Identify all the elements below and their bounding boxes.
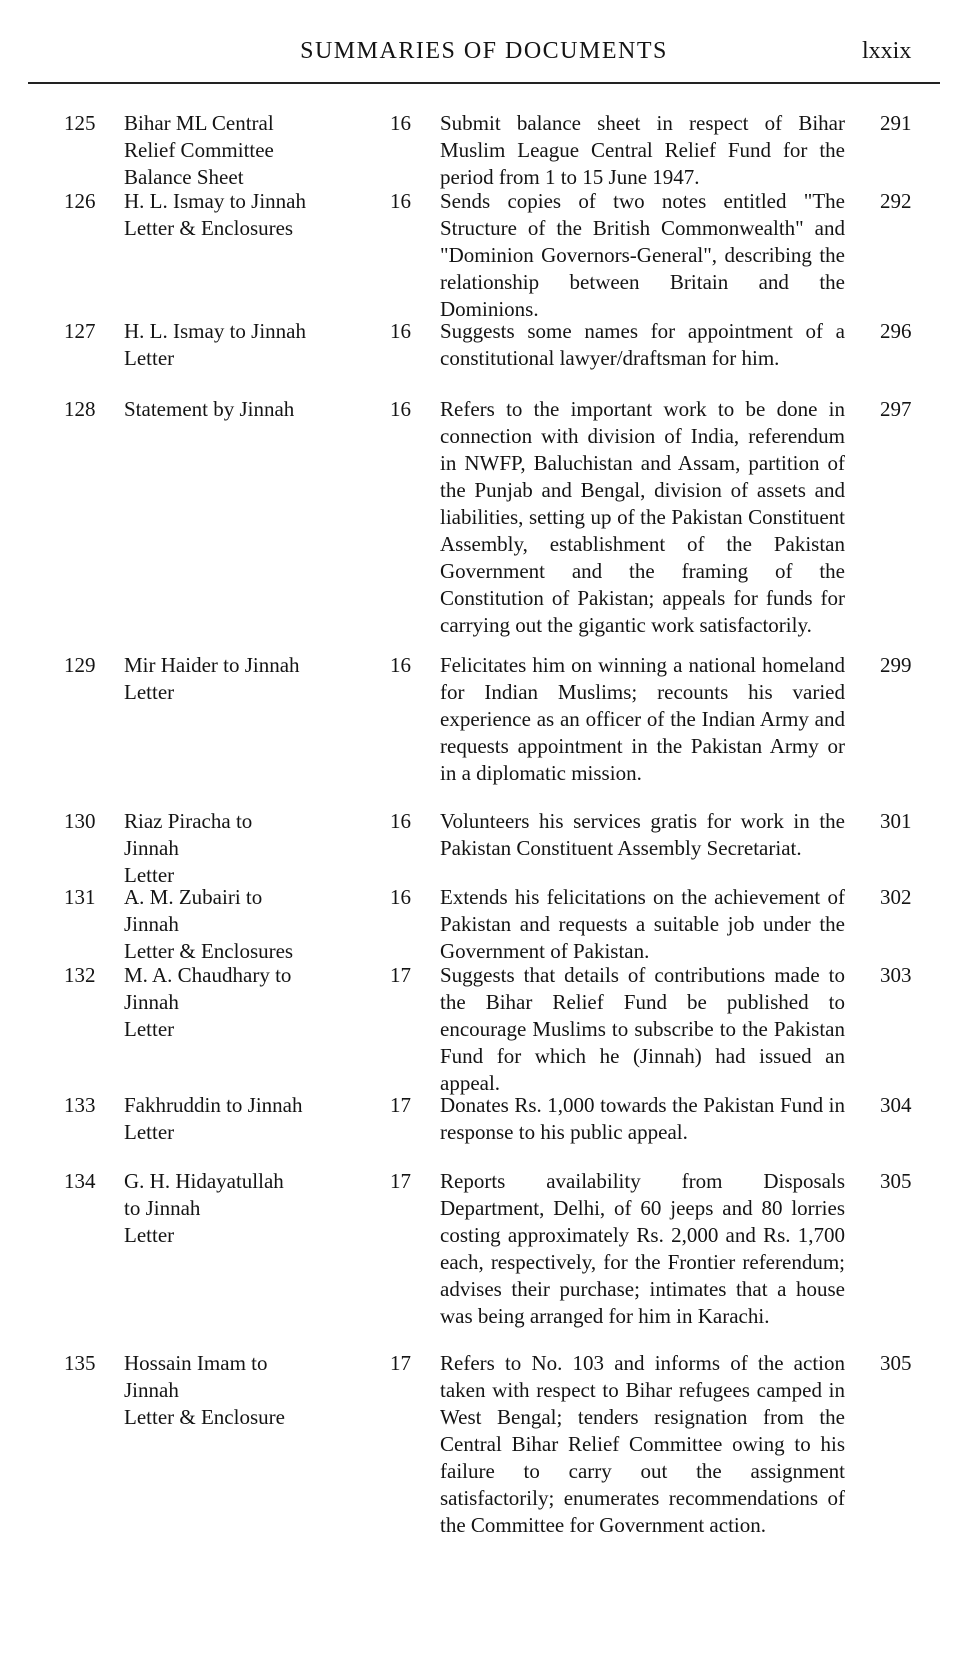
entry-summary: Refers to the important work to be done in connection with division of India, referendum in NWFP, Baluchistan and Assam, partition of the Punjab and Bengal, division of assets and liabilities, setting up of the Pakistan Constituent Assembly, establishment of the Pakistan Government and the framing of the Constitution of Pakistan; appeals for funds for carrying out the gigantic work satisfactorily.: [440, 397, 845, 637]
entry-page: 303: [880, 963, 912, 987]
entry-date: 16: [390, 111, 411, 135]
entry-summary: Refers to No. 103 and informs of the action taken with respect to Bihar refugees camped in West Bengal; tenders resignation from the Central Bihar Relief Committee owing to his failure to carry out the assignment satisfactorily; enumerates recommendations of the Committee for Government action.: [440, 1351, 845, 1537]
entry-summary: Extends his felicitations on the achievement of Pakistan and requests a suitable job under the Government of Pakistan.: [440, 885, 845, 963]
entry-date: 17: [390, 1351, 411, 1375]
entry-page: 302: [880, 885, 912, 909]
entry-number: 130: [64, 809, 96, 833]
entry-title-line: Mir Haider to Jinnah: [124, 653, 300, 677]
entry-date: 16: [390, 189, 411, 213]
entry-title-line: Jinnah: [124, 1378, 179, 1402]
entry-title-line: H. L. Ismay to Jinnah: [124, 189, 306, 213]
entry-title-line: Letter: [124, 863, 175, 887]
entry-summary: Suggests some names for appointment of a constitutional lawyer/draftsman for him.: [440, 319, 845, 370]
entry-number: 135: [64, 1351, 96, 1375]
entry-number: 134: [64, 1169, 96, 1193]
entry-title-line: Statement by Jinnah: [124, 397, 295, 421]
entry-title: [124, 110, 359, 191]
entry-summary: Sends copies of two notes entitled "The Structure of the British Commonwealth" and "Dominion Governors-General", describing the relationship between Britain and the Dominions.: [440, 189, 845, 321]
entry-page: 304: [880, 1093, 912, 1117]
entry-title-line: Fakhruddin to Jinnah: [124, 1093, 303, 1117]
header-rule: [28, 82, 940, 84]
entry-title-line: Letter & Enclosures: [124, 939, 294, 963]
entry-title: [124, 188, 359, 242]
entry-number: 132: [64, 963, 96, 987]
entry-page: 297: [880, 397, 912, 421]
entry-title-line: Riaz Piracha to: [124, 809, 253, 833]
entry-date: 16: [390, 397, 411, 421]
entry-title-line: Letter & Enclosure: [124, 1405, 285, 1429]
entry-date: 17: [390, 1169, 411, 1193]
entry-page: 299: [880, 653, 912, 677]
entry-summary: Felicitates him on winning a national homeland for Indian Muslims; recounts his varied experience as an officer of the Indian Army and requests appointment in the Pakistan Army or in a diplomatic mission.: [440, 653, 845, 785]
entry-page: 292: [880, 189, 912, 213]
entry-summary: Volunteers his services gratis for work in the Pakistan Constituent Assembly Secretariat.: [440, 809, 845, 860]
entry-date: 16: [390, 809, 411, 833]
entry-page: 291: [880, 111, 912, 135]
entry-title-line: Balance Sheet: [124, 165, 244, 189]
entry-page: 301: [880, 809, 912, 833]
entry-number: 133: [64, 1093, 96, 1117]
entry-number: 125: [64, 111, 96, 135]
entry-page: 296: [880, 319, 912, 343]
page-number: lxxix: [862, 38, 912, 64]
entry-title-line: Jinnah: [124, 912, 179, 936]
entry-number: 128: [64, 397, 96, 421]
entry-title-line: Letter: [124, 1120, 175, 1144]
entry-number: 127: [64, 319, 96, 343]
entry-title-line: Letter & Enclosures: [124, 216, 294, 240]
entry-title: [124, 1092, 359, 1146]
entry-title-line: M. A. Chaudhary to: [124, 963, 292, 987]
entry-title-line: Letter: [124, 1017, 175, 1041]
entry-title-line: Jinnah: [124, 836, 179, 860]
entry-title: [124, 962, 359, 1043]
entry-number: 129: [64, 653, 96, 677]
entry-title: [124, 652, 359, 706]
entry-title-line: H. L. Ismay to Jinnah: [124, 319, 306, 343]
entry-title-line: to Jinnah: [124, 1196, 201, 1220]
entry-title-line: Letter: [124, 346, 175, 370]
page-title: SUMMARIES OF DOCUMENTS: [300, 38, 668, 64]
entry-summary: Reports availability from Disposals Department, Delhi, of 60 jeeps and 80 lorries costing approximately Rs. 2,000 and Rs. 1,700 each, respectively, for the Frontier referendum; advises their purchase; intimates that a house was being arranged for him in Karachi.: [440, 1169, 845, 1328]
entry-date: 16: [390, 885, 411, 909]
entry-title-line: A. M. Zubairi to: [124, 885, 263, 909]
entry-date: 17: [390, 963, 411, 987]
entry-date: 16: [390, 319, 411, 343]
entry-number: 131: [64, 885, 96, 909]
entry-title-line: Letter: [124, 680, 175, 704]
entry-date: 17: [390, 1093, 411, 1117]
entry-title: [124, 884, 359, 965]
entry-title-line: G. H. Hidayatullah: [124, 1169, 284, 1193]
entry-title-line: Relief Committee: [124, 138, 274, 162]
entry-title: [124, 318, 359, 372]
entry-title: [124, 396, 359, 423]
entry-title-line: Letter: [124, 1223, 175, 1247]
entry-summary: Donates Rs. 1,000 towards the Pakistan Fund in response to his public appeal.: [440, 1093, 845, 1144]
entry-title: [124, 808, 359, 889]
entry-title: [124, 1350, 359, 1431]
entry-date: 16: [390, 653, 411, 677]
entry-number: 126: [64, 189, 96, 213]
entry-title-line: Jinnah: [124, 990, 179, 1014]
entry-title: [124, 1168, 359, 1249]
entry-page: 305: [880, 1351, 912, 1375]
entry-title-line: Hossain Imam to: [124, 1351, 268, 1375]
entry-title-line: Bihar ML Central: [124, 111, 274, 135]
entry-page: 305: [880, 1169, 912, 1193]
entry-summary: Suggests that details of contributions made to the Bihar Relief Fund be published to encourage Muslims to subscribe to the Pakistan Fund for which he (Jinnah) had issued an appeal.: [440, 963, 845, 1095]
entry-summary: Submit balance sheet in respect of Bihar Muslim League Central Relief Fund for the period from 1 to 15 June 1947.: [440, 111, 845, 189]
